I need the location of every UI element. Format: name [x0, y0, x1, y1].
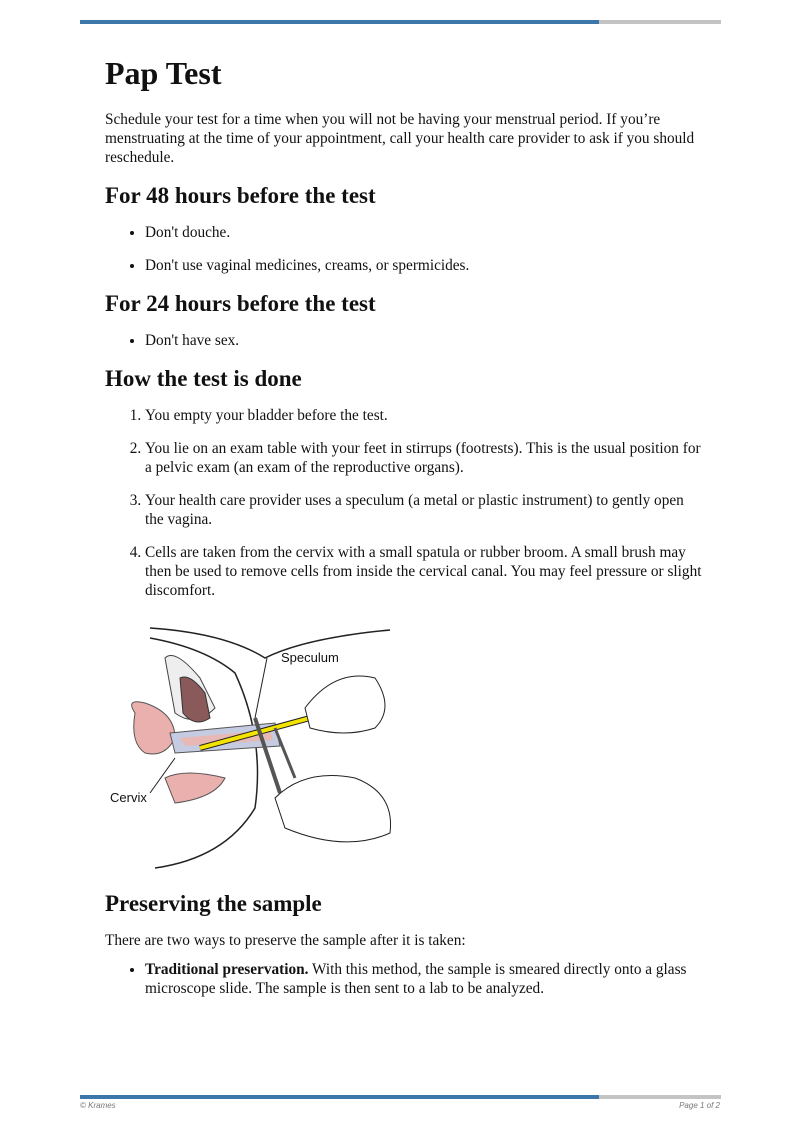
bullet-list: [105, 960, 705, 998]
numbered-list: [105, 406, 705, 600]
page-number: Page 1 of 2: [679, 1101, 720, 1110]
item-text: With this method, the sample is smeared directly onto a glass microscope slide. The sample is then sent to a lab to be analyzed.: [145, 961, 687, 997]
section-heading: Preserving the sample: [105, 891, 322, 916]
cervix-label: Cervix: [110, 790, 147, 805]
list-item: 2. You lie on an exam table with your feet in stirrups (footrests). This is the usual position for a pelvic exam (an exam of the reproductive organs).: [145, 439, 705, 477]
list-item: 4. Cells are taken from the cervix with a small spatula or rubber broom. A small brush may then be used to remove cells from inside the cervical canal. You may feel pressure or slight discomfort.: [145, 543, 705, 600]
copyright: © Krames: [80, 1101, 116, 1110]
section-intro: There are two ways to preserve the sample after it is taken:: [105, 932, 466, 949]
section-heading: For 48 hours before the test: [105, 183, 376, 208]
list-item: 1. You empty your bladder before the test.: [145, 406, 705, 425]
article: [105, 55, 705, 1012]
section-heading: How the test is done: [105, 366, 302, 391]
list-item: • Don't have sex.: [145, 331, 705, 350]
anatomy-drawing: [105, 618, 405, 873]
item-term: Traditional preservation.: [145, 961, 309, 978]
speculum-label: Speculum: [281, 650, 339, 665]
pap-test-illustration: [105, 618, 405, 873]
bottom-progress-bar: [80, 1095, 721, 1099]
list-item: 3. Your health care provider uses a speculum (a metal or plastic instrument) to gently open the vagina.: [145, 491, 705, 529]
bullet-list: [105, 223, 705, 275]
list-item: • Don't use vaginal medicines, creams, or spermicides.: [145, 256, 705, 275]
top-progress-bar: [80, 20, 721, 24]
bullet-list: [105, 331, 705, 350]
list-item: • Don't douche.: [145, 223, 705, 242]
section-heading: For 24 hours before the test: [105, 291, 376, 316]
intro-text: Schedule your test for a time when you will not be having your menstrual period. If you’re menstruating at the time of your appointment, call your health care provider to ask if you should reschedule.: [105, 111, 695, 166]
page-title: Pap Test: [105, 55, 222, 91]
list-item: [145, 960, 705, 998]
